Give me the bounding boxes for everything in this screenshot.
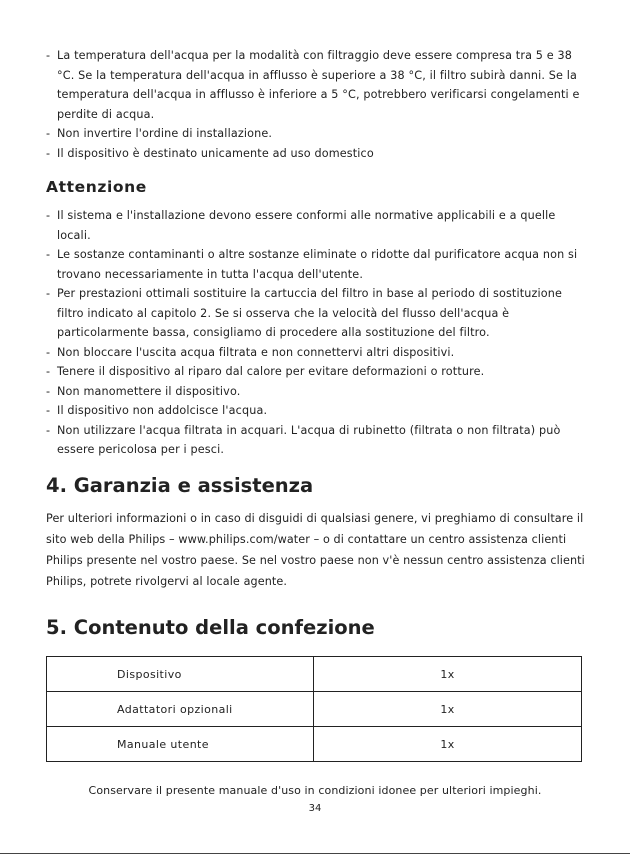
list-item: - Per prestazioni ottimali sostituire la cartuccia del filtro in base al periodo di sostituzione filtro indicato al capitolo 2. Se si osserva che la velocità del flusso dell'acqua è particolarmente bassa, consigliamo di procedere alla sostituzione del filtro. [46, 284, 591, 343]
list-item: - Tenere il dispositivo al riparo dal calore per evitare deformazioni o rotture. [46, 362, 591, 382]
table-cell-qty: 1x [314, 727, 582, 762]
table-row [47, 657, 582, 692]
list-item: - Il dispositivo è destinato unicamente ad uso domestico [46, 144, 591, 164]
package-contents-table [46, 656, 582, 762]
table-cell-item: Adattatori opzionali [47, 692, 314, 727]
attention-heading: Attenzione [46, 178, 147, 196]
list-item: - La temperatura dell'acqua per la modalità con filtraggio deve essere compresa tra 5 e 38 °C. Se la temperatura dell'acqua in afflusso è superiore a 38 °C, il filtro subirà danni. Se la temperatura dell'acqua in afflusso è inferiore a 5 °C, potrebbero verificarsi congelamenti e perdite di acqua. [46, 46, 591, 124]
table-cell-item: Manuale utente [47, 727, 314, 762]
page-number: 34 [308, 803, 322, 814]
list-item: - Non manomettere il dispositivo. [46, 382, 591, 402]
bottom-divider [0, 853, 630, 854]
attention-list [46, 206, 591, 460]
section-5-title: 5. Contenuto della confezione [46, 616, 375, 639]
list-item: - Non utilizzare l'acqua filtrata in acquari. L'acqua di rubinetto (filtrata o non filtrata) può essere pericolosa per i pesci. [46, 421, 591, 460]
table-cell-qty: 1x [314, 692, 582, 727]
top-bullet-list [46, 46, 591, 163]
list-item: - Il dispositivo non addolcisce l'acqua. [46, 401, 591, 421]
list-item: - Il sistema e l'installazione devono essere conformi alle normative applicabili e a quelle locali. [46, 206, 591, 245]
table-row [47, 692, 582, 727]
list-item: - Le sostanze contaminanti o altre sostanze eliminate o ridotte dal purificatore acqua non si trovano necessariamente in tutta l'acqua dell'utente. [46, 245, 591, 284]
section-4-title: 4. Garanzia e assistenza [46, 474, 314, 497]
table-cell-qty: 1x [314, 657, 582, 692]
table-row [47, 727, 582, 762]
footer-note: Conservare il presente manuale d'uso in condizioni idonee per ulteriori impieghi. [88, 784, 542, 797]
list-item: - Non bloccare l'uscita acqua filtrata e non connettervi altri dispositivi. [46, 343, 591, 363]
table-cell-item: Dispositivo [47, 657, 314, 692]
section-4-paragraph: Per ulteriori informazioni o in caso di disguidi di qualsiasi genere, vi preghiamo di consultare il sito web della Philips – www.philips.com/water – o di contattare un centro assistenza clienti Philips presente nel vostro paese. Se nel vostro paese non v'è nessun centro assistenza clienti Philips, potrete rivolgervi al locale agente. [46, 512, 585, 588]
list-item: - Non invertire l'ordine di installazione. [46, 124, 591, 144]
